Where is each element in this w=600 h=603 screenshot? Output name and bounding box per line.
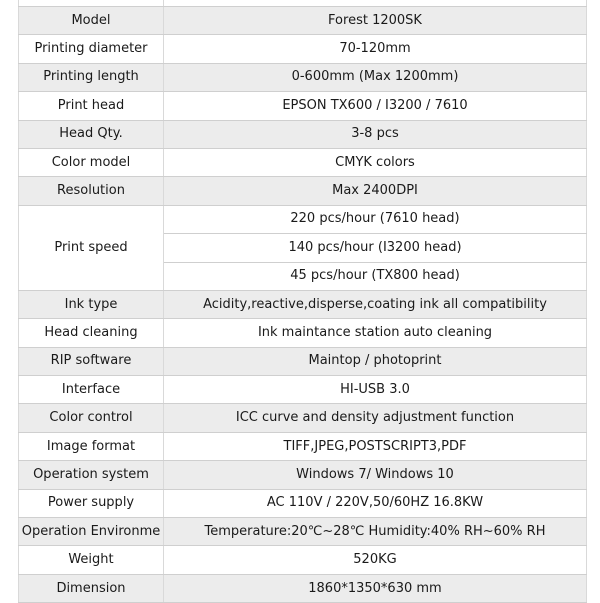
- spec-label-printing-diameter: Printing diameter: [19, 35, 164, 63]
- spec-label-printing-length: Printing length: [19, 63, 164, 91]
- table-row: [19, 63, 587, 91]
- spec-label-operation-system: Operation system: [19, 461, 164, 489]
- spec-label-model: Model: [19, 7, 164, 35]
- table-row: [19, 290, 587, 318]
- table-row: [19, 376, 587, 404]
- table-row: [19, 148, 587, 176]
- spec-value-resolution: Max 2400DPI: [164, 177, 587, 205]
- table-row: [19, 7, 587, 35]
- table-row: [19, 347, 587, 375]
- table-row: [19, 432, 587, 460]
- spec-value-operation-environment: Temperature:20℃~28℃ Humidity:40% RH~60% RH: [164, 518, 587, 546]
- spec-label-head-qty: Head Qty.: [19, 120, 164, 148]
- spec-value-printing-diameter: 70-120mm: [164, 35, 587, 63]
- spec-value-image-format: TIFF,JPEG,POSTSCRIPT3,PDF: [164, 432, 587, 460]
- spec-label-print-speed: Print speed: [19, 205, 164, 290]
- spec-value-print-speed-tx800: 45 pcs/hour (TX800 head): [164, 262, 587, 290]
- table-row: [19, 35, 587, 63]
- spec-label-dimension: Dimension: [19, 574, 164, 602]
- spec-value-ink-type: Acidity,reactive,disperse,coating ink all compatibility: [164, 290, 587, 318]
- table-row: [19, 489, 587, 517]
- spec-label-resolution: Resolution: [19, 177, 164, 205]
- table-row: [19, 574, 587, 602]
- spec-value-interface: HI-USB 3.0: [164, 376, 587, 404]
- spec-value-power-supply: AC 110V / 220V,50/60HZ 16.8KW: [164, 489, 587, 517]
- spec-label-color-model: Color model: [19, 148, 164, 176]
- spec-value-model: Forest 1200SK: [164, 7, 587, 35]
- spec-value-weight: 520KG: [164, 546, 587, 574]
- table-row: [19, 404, 587, 432]
- spec-value-head-qty: 3-8 pcs: [164, 120, 587, 148]
- spec-value-dimension: 1860*1350*630 mm: [164, 574, 587, 602]
- spec-value-color-model: CMYK colors: [164, 148, 587, 176]
- spec-table: [18, 0, 587, 603]
- spec-value-operation-system: Windows 7/ Windows 10: [164, 461, 587, 489]
- table-row: [19, 205, 587, 233]
- spec-label-print-head: Print head: [19, 92, 164, 120]
- table-row: [19, 319, 587, 347]
- table-row: [19, 120, 587, 148]
- spec-label-head-cleaning: Head cleaning: [19, 319, 164, 347]
- table-row: [19, 177, 587, 205]
- spec-value-printing-length: 0-600mm (Max 1200mm): [164, 63, 587, 91]
- spec-value-color-control: ICC curve and density adjustment function: [164, 404, 587, 432]
- spec-value-print-speed-7610: 220 pcs/hour (7610 head): [164, 205, 587, 233]
- table-row: [19, 461, 587, 489]
- spec-value-head-cleaning: Ink maintance station auto cleaning: [164, 319, 587, 347]
- spec-label-operation-environment: Operation Environme: [19, 518, 164, 546]
- spec-label-interface: Interface: [19, 376, 164, 404]
- spec-label-power-supply: Power supply: [19, 489, 164, 517]
- spec-value-print-speed-i3200: 140 pcs/hour (I3200 head): [164, 234, 587, 262]
- spec-label-ink-type: Ink type: [19, 290, 164, 318]
- spec-value-rip-software: Maintop / photoprint: [164, 347, 587, 375]
- spec-value-print-head: EPSON TX600 / I3200 / 7610: [164, 92, 587, 120]
- table-row: [19, 546, 587, 574]
- spec-label-rip-software: RIP software: [19, 347, 164, 375]
- spec-label-image-format: Image format: [19, 432, 164, 460]
- table-row: [19, 92, 587, 120]
- table-row: [19, 518, 587, 546]
- spec-label-color-control: Color control: [19, 404, 164, 432]
- spec-label-weight: Weight: [19, 546, 164, 574]
